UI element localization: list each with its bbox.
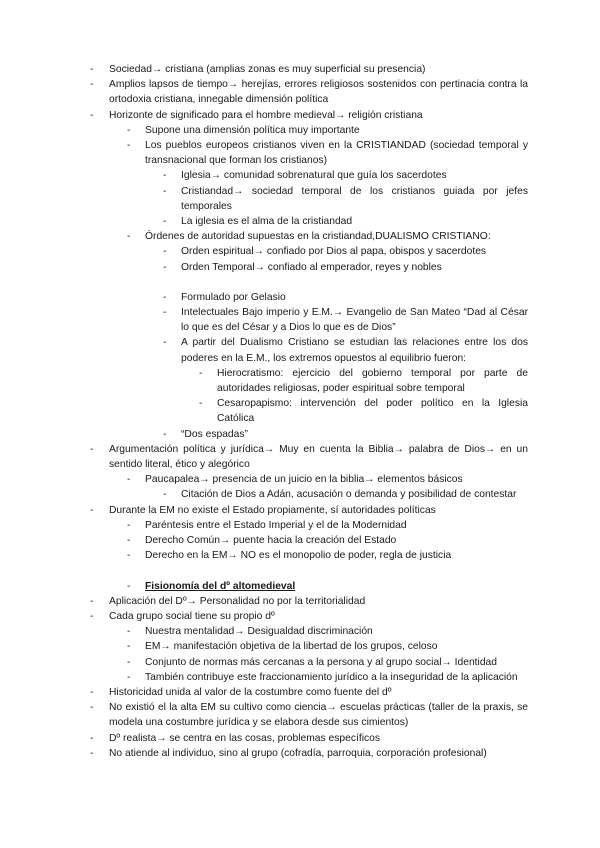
bullet-dash: - <box>127 124 131 136</box>
list-item <box>0 77 600 107</box>
bullet-dash: - <box>127 671 131 683</box>
bullet-dash: - <box>90 64 94 75</box>
bullet-dash: - <box>127 535 131 547</box>
list-item <box>0 533 600 548</box>
list-item-text: “Dos espadas” <box>181 428 248 440</box>
list-item <box>0 700 600 730</box>
list-item <box>0 624 600 639</box>
list-item <box>0 123 600 138</box>
list-item <box>0 685 600 700</box>
bullet-dash: - <box>90 610 94 622</box>
list-item <box>0 305 600 335</box>
bullet-dash: - <box>163 216 167 228</box>
list-item <box>0 184 600 214</box>
list-item <box>0 260 600 275</box>
list-item-text: Citación de Dios a Adán, acusación o demanda y posibilidad de contestar <box>181 489 517 501</box>
list-item <box>0 214 600 229</box>
list-item <box>0 427 600 442</box>
list-item-text: Cada grupo social tiene su propio dº <box>109 610 275 622</box>
bullet-dash: - <box>163 185 167 197</box>
bullet-dash: - <box>127 580 131 592</box>
list-item <box>0 746 600 761</box>
list-item-text: Supone una dimensión política muy importante <box>145 124 360 136</box>
bullet-dash: - <box>163 246 167 258</box>
list-item <box>0 244 600 259</box>
bullet-dash: - <box>163 170 167 182</box>
list-item <box>0 548 600 563</box>
list-item-text: Durante la EM no existe el Estado propiamente, sí autoridades políticas <box>109 504 436 516</box>
list-item <box>0 503 600 518</box>
list-item <box>0 487 600 502</box>
list-item-text: Hierocratismo: ejercicio del gobierno temporal por parte de autoridades religiosas, poder espiritual sobre temporal <box>217 367 528 395</box>
list-item <box>0 138 600 168</box>
list-item-text: Formulado por Gelasio <box>181 291 286 303</box>
bullet-dash: - <box>199 367 203 379</box>
bullet-dash: - <box>163 337 167 349</box>
bullet-dash: - <box>127 519 131 531</box>
list-item-text: Iglesia→ comunidad sobrenatural que guía los sacerdotes <box>181 170 447 182</box>
list-item <box>0 670 600 685</box>
list-item-text: Orden Temporal→ confiado al emperador, reyes y nobles <box>181 261 442 273</box>
list-item-text: Historicidad unida al valor de la costumbre como fuente del dº <box>109 686 392 698</box>
list-item <box>0 396 600 426</box>
bullet-dash: - <box>163 291 167 303</box>
bullet-dash: - <box>127 140 131 152</box>
bullet-dash: - <box>90 79 94 91</box>
list-item-text: Derecho en la EM→ NO es el monopolio de poder, regla de justicia <box>145 550 452 562</box>
bullet-dash: - <box>127 474 131 486</box>
list-item <box>0 366 600 396</box>
blank-line <box>0 275 600 290</box>
list-item <box>0 229 600 244</box>
bullet-dash: - <box>90 109 94 121</box>
bullet-dash: - <box>90 747 94 759</box>
list-item-text: Derecho Común→ puente hacia la creación del Estado <box>145 535 397 547</box>
list-item-text: Conjunto de normas más cercanas a la persona y al grupo social→ Identidad <box>145 656 498 668</box>
list-item-text: Sociedad→ cristiana (amplias zonas es muy superficial su presencia) <box>109 64 426 75</box>
bullet-dash: - <box>163 307 167 319</box>
document-body <box>0 62 600 761</box>
section-heading <box>0 579 600 594</box>
list-item <box>0 108 600 123</box>
list-item <box>0 335 600 365</box>
bullet-dash: - <box>127 550 131 562</box>
section-heading-text: Fisionomía del dº altomedieval <box>145 580 296 592</box>
list-item <box>0 731 600 746</box>
list-item <box>0 472 600 487</box>
blank-line <box>0 564 600 579</box>
bullet-dash: - <box>127 626 131 638</box>
list-item <box>0 290 600 305</box>
list-item-text: Argumentación política y jurídica→ Muy en cuenta la Biblia→ palabra de Dios→ en un sentido literal, ético y alegórico <box>109 443 528 471</box>
list-item-text: Intelectuales Bajo imperio y E.M.→ Evangelio de San Mateo “Dad al César lo que es del César y a Dios lo que es de Dios” <box>181 307 528 334</box>
list-item <box>0 594 600 609</box>
list-item <box>0 62 600 77</box>
list-item <box>0 518 600 533</box>
bullet-dash: - <box>90 686 94 698</box>
list-item <box>0 442 600 472</box>
list-item-text: Orden espiritual→ confiado por Dios al papa, obispos y sacerdotes <box>181 246 487 258</box>
bullet-dash: - <box>90 504 94 516</box>
list-item-text: Paréntesis entre el Estado Imperial y el de la Modernidad <box>145 519 407 531</box>
list-item-text: No atiende al individuo, sino al grupo (cofradía, parroquia, corporación profesional) <box>109 747 487 759</box>
bullet-dash: - <box>163 489 167 501</box>
bullet-dash: - <box>90 443 94 455</box>
list-item-text: No existió el la alta EM su cultivo como ciencia→ escuelas prácticas (taller de la praxis, se modela una costumbre jurídica y se elabora desde sus cimientos) <box>109 702 528 729</box>
bullet-dash: - <box>90 732 94 744</box>
list-item <box>0 655 600 670</box>
list-item-text: Dº realista→ se centra en las cosas, problemas específicos <box>109 732 381 744</box>
bullet-dash: - <box>199 398 203 410</box>
list-item-text: EM→ manifestación objetiva de la libertad de los grupos, celoso <box>145 641 438 653</box>
list-item <box>0 609 600 624</box>
bullet-dash: - <box>90 595 94 607</box>
list-item-text: A partir del Dualismo Cristiano se estudian las relaciones entre los dos poderes en la E.M., los extremos opuestos al equilibrio fueron: <box>181 337 528 364</box>
bullet-dash: - <box>163 261 167 273</box>
bullet-dash: - <box>163 428 167 440</box>
list-item-text: Paucapalea→ presencia de un juicio en la biblia→ elementos básicos <box>145 474 463 486</box>
bullet-dash: - <box>127 656 131 668</box>
list-item-text: También contribuye este fraccionamiento jurídico a la inseguridad de la aplicación <box>145 671 518 683</box>
list-item-text: Amplios lapsos de tiempo→ herejías, errores religiosos sostenidos con pertinacia contra la ortodoxia cristiana, innegable dimensión política <box>109 79 528 106</box>
list-item <box>0 168 600 183</box>
bullet-dash: - <box>127 231 131 243</box>
list-item <box>0 639 600 654</box>
list-item-text: Horizonte de significado para el hombre medieval→ religión cristiana <box>109 109 423 121</box>
bullet-dash: - <box>90 702 94 714</box>
list-item-text: Los pueblos europeos cristianos viven en la CRISTIANDAD (sociedad temporal y transnacional que forman los cristianos) <box>145 140 528 167</box>
list-item-text: Órdenes de autoridad supuestas en la cristiandad,DUALISMO CRISTIANO: <box>145 231 491 243</box>
list-item-text: Cristiandad→ sociedad temporal de los cristianos guiada por jefes temporales <box>181 185 528 212</box>
list-item-text: Cesaropapismo: intervención del poder político en la Iglesia Católica <box>217 398 528 425</box>
list-item-text: Aplicación del Dº→ Personalidad no por la territorialidad <box>109 595 366 607</box>
bullet-dash: - <box>127 641 131 653</box>
list-item-text: Nuestra mentalidad→ Desigualdad discriminación <box>145 626 373 638</box>
list-item-text: La iglesia es el alma de la cristiandad <box>181 216 353 228</box>
